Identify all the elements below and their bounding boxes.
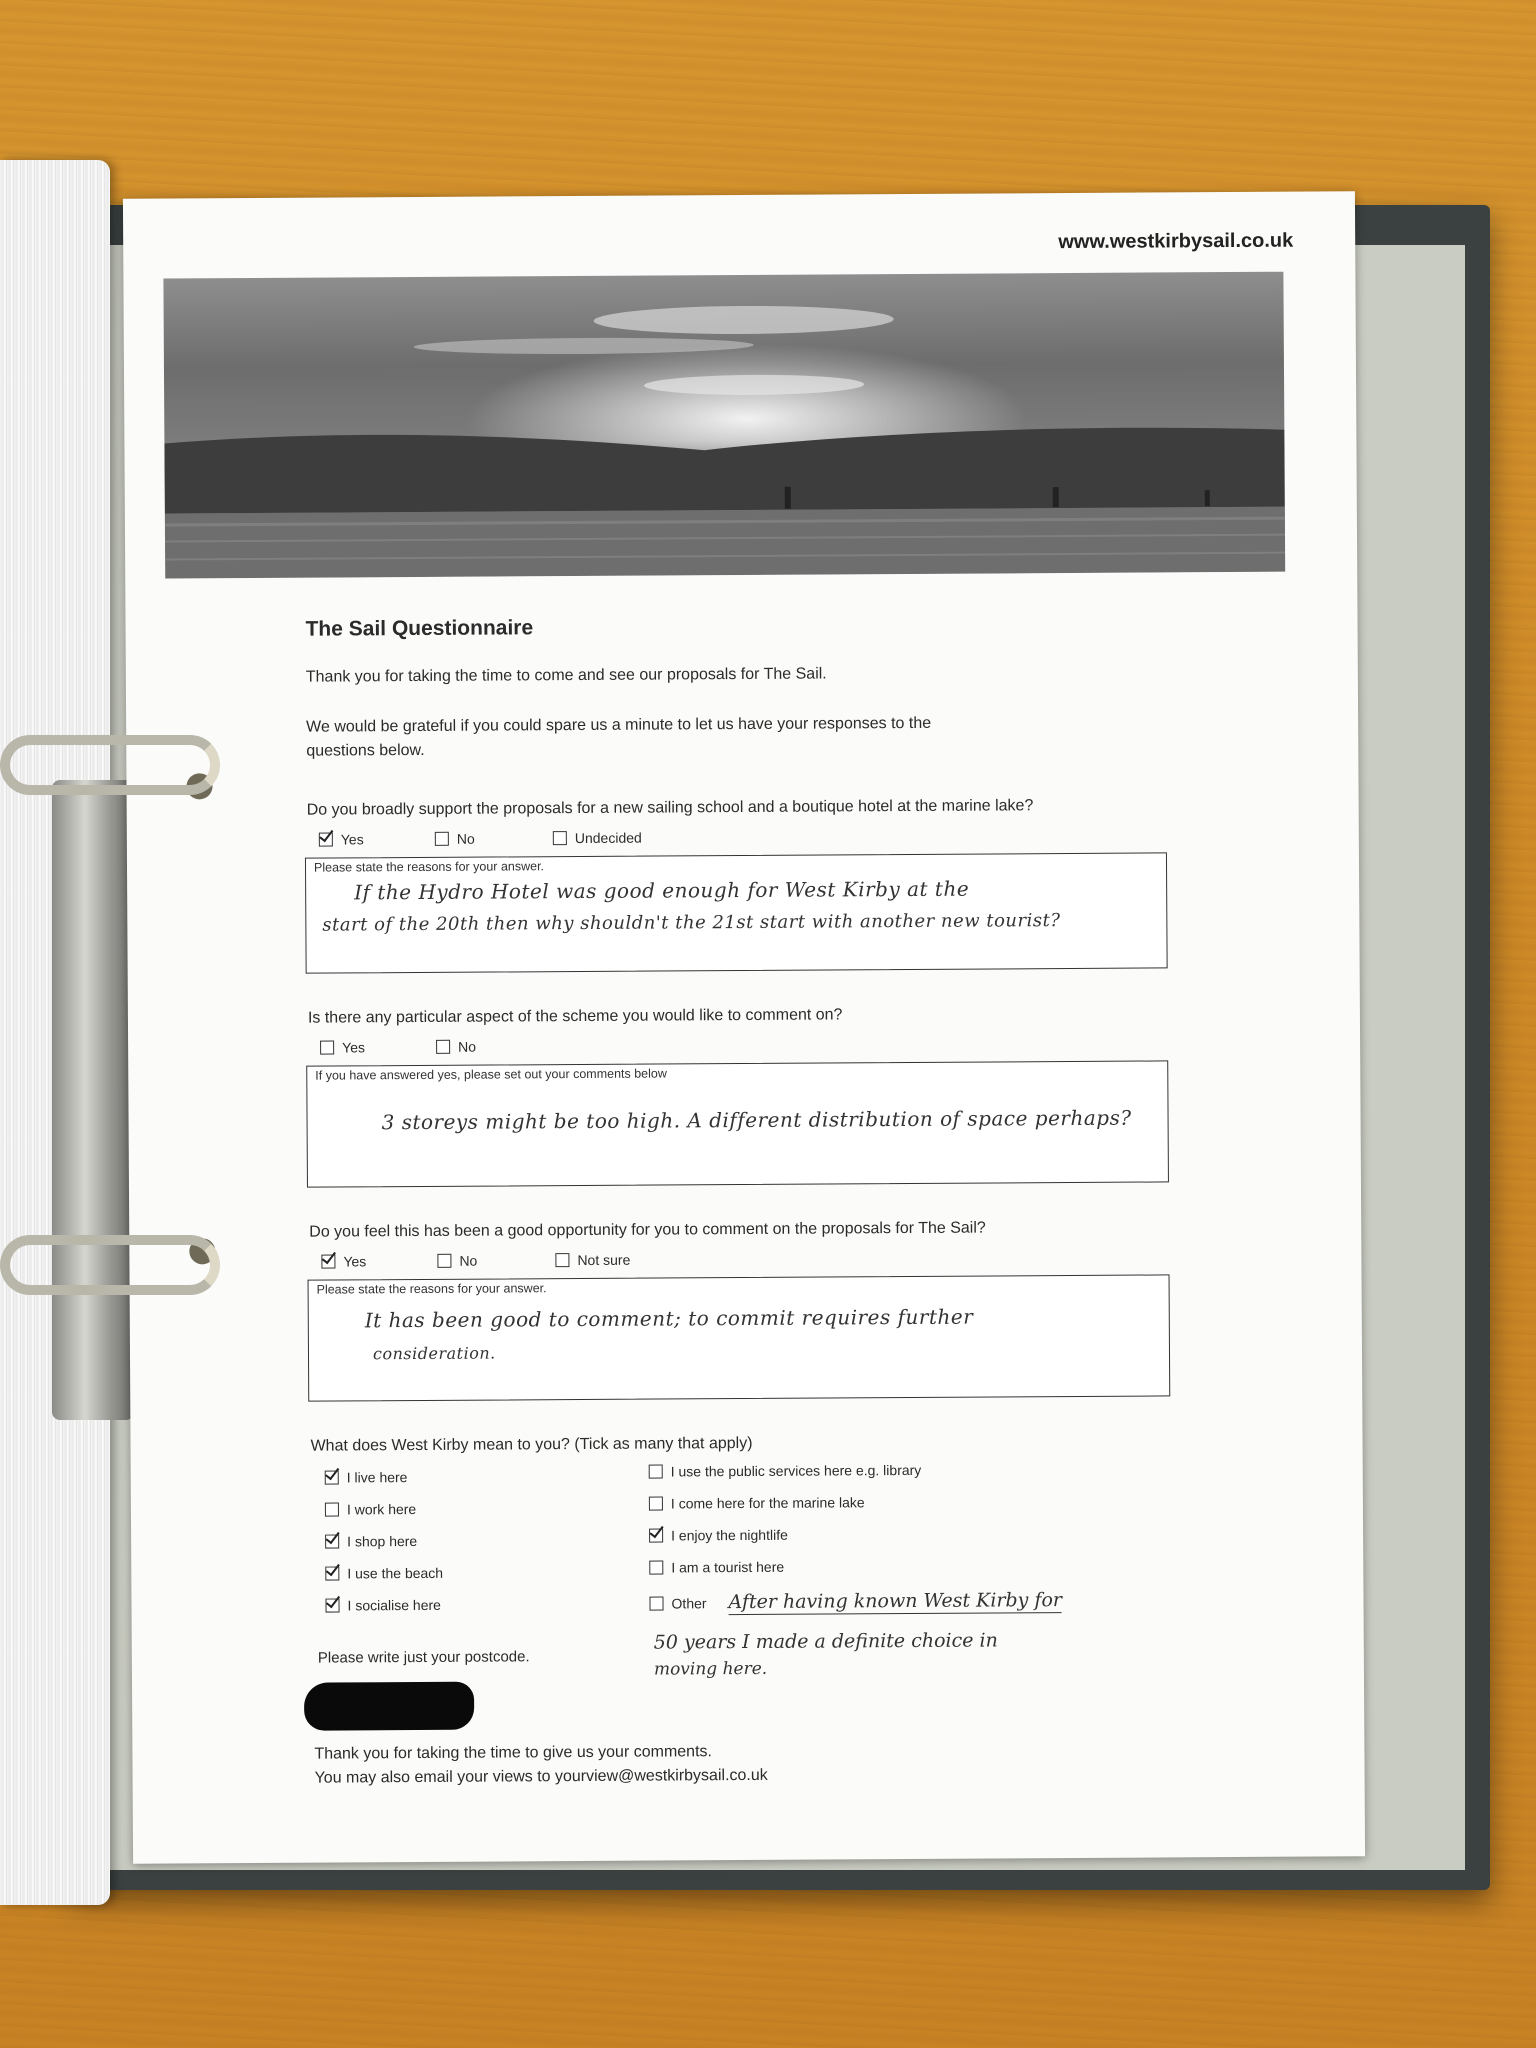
q4-checkbox-marine-lake[interactable] <box>649 1497 663 1511</box>
q2-checkbox-yes[interactable] <box>320 1041 334 1055</box>
question-2-text: Is there any particular aspect of the scheme you would like to comment on? <box>307 1006 843 1027</box>
intro-text-2a: We would be grateful if you could spare us a minute to let us have your responses to the <box>306 714 932 736</box>
q4-option-beach[interactable] <box>325 1565 443 1582</box>
q1-answer-box[interactable] <box>305 852 1168 973</box>
q3-handwritten-line-2: consideration. <box>372 1343 496 1364</box>
q4-checkbox-live[interactable] <box>325 1470 339 1484</box>
q1-option-undecided[interactable] <box>553 830 642 847</box>
binder-ring-upper <box>0 735 220 795</box>
q4-checkbox-tourist[interactable] <box>649 1561 663 1575</box>
q1-option-yes-label: Yes <box>340 831 364 848</box>
intro-text-1: Thank you for taking the time to come and see our proposals for The Sail. <box>305 665 827 686</box>
q3-option-no[interactable] <box>437 1253 477 1269</box>
q4-checkbox-work[interactable] <box>325 1502 339 1516</box>
q1-checkbox-undecided[interactable] <box>553 831 567 845</box>
q4-option-tourist-label: I am a tourist here <box>671 1558 785 1576</box>
q4-option-nightlife[interactable] <box>649 1527 788 1544</box>
question-3-text: Do you feel this has been a good opportunity for you to comment on the proposals for The Sail? <box>309 1219 986 1241</box>
q4-option-work-label: I work here <box>346 1501 417 1518</box>
binder-ring-lower <box>0 1235 220 1295</box>
q3-option-yes[interactable] <box>321 1253 366 1269</box>
q3-checkbox-yes[interactable] <box>321 1255 335 1269</box>
q4-other-handwritten-line-1: After having known West Kirby for <box>728 1589 1063 1614</box>
question-1-text: Do you broadly support the proposals for a new sailing school and a boutique hotel at the marine lake? <box>306 797 1034 819</box>
postcode-label: Please write just your postcode. <box>317 1648 530 1667</box>
q4-option-socialise-label: I socialise here <box>347 1596 441 1614</box>
q1-handwritten-line-1: If the Hydro Hotel was good enough for West Kirby at the <box>354 876 970 905</box>
questionnaire-sheet <box>123 191 1365 1863</box>
q4-checkbox-nightlife[interactable] <box>649 1529 663 1543</box>
q2-checkbox-no[interactable] <box>436 1040 450 1054</box>
footer-line-2: You may also email your views to yourview@westkirbysail.co.uk <box>314 1766 768 1787</box>
q4-option-nightlife-label: I enjoy the nightlife <box>671 1526 788 1544</box>
q3-option-no-label: No <box>459 1252 478 1269</box>
q1-checkbox-no[interactable] <box>435 832 449 846</box>
q4-checkbox-other[interactable] <box>649 1597 663 1611</box>
q4-option-other-label: Other <box>671 1595 707 1612</box>
q3-option-yes-label: Yes <box>343 1253 367 1270</box>
footer <box>314 1740 767 1791</box>
q1-option-undecided-label: Undecided <box>574 829 642 847</box>
website-url: www.westkirbysail.co.uk <box>1058 229 1294 254</box>
q4-option-shop-label: I shop here <box>347 1533 418 1550</box>
q1-option-no[interactable] <box>435 831 475 847</box>
q4-checkbox-shop[interactable] <box>325 1534 339 1548</box>
q4-option-public-services-label: I use the public services here e.g. library <box>670 1461 922 1480</box>
q4-option-marine-lake-label: I come here for the marine lake <box>670 1494 865 1512</box>
q4-option-live-label: I live here <box>346 1469 408 1486</box>
q4-option-beach-label: I use the beach <box>347 1564 444 1582</box>
q4-option-public-services[interactable] <box>649 1462 922 1480</box>
q4-option-live[interactable] <box>325 1469 408 1486</box>
q2-option-yes[interactable] <box>320 1039 365 1055</box>
q4-other-handwritten-line-3: moving here. <box>653 1658 768 1680</box>
q4-other-handwritten-line-2: 50 years I made a definite choice in <box>653 1629 998 1654</box>
q1-option-no-label: No <box>456 830 475 847</box>
q3-handwritten-line-1: It has been good to comment; to commit requires further <box>364 1304 974 1333</box>
q3-checkbox-no[interactable] <box>437 1254 451 1268</box>
q3-box-label: Please state the reasons for your answer. <box>316 1281 547 1297</box>
q3-option-not-sure-label: Not sure <box>577 1251 631 1269</box>
q1-checkbox-yes[interactable] <box>319 833 333 847</box>
q4-checkbox-socialise[interactable] <box>325 1598 339 1612</box>
q3-checkbox-not-sure[interactable] <box>555 1253 569 1267</box>
q3-option-not-sure[interactable] <box>555 1252 630 1268</box>
q4-option-other[interactable] <box>649 1589 1062 1616</box>
q3-answer-box[interactable] <box>308 1274 1171 1401</box>
q2-box-label: If you have answered yes, please set out your comments below <box>315 1066 667 1083</box>
q1-handwritten-line-2: start of the 20th then why shouldn't the 21st start with another new tourist? <box>322 910 1061 936</box>
q4-option-socialise[interactable] <box>325 1597 440 1614</box>
q2-option-no-label: No <box>458 1038 477 1055</box>
q2-handwritten-line-1: 3 storeys might be too high. A different distribution of space perhaps? <box>381 1105 1132 1135</box>
q2-option-yes-label: Yes <box>342 1039 366 1056</box>
q4-checkbox-public-services[interactable] <box>649 1465 663 1479</box>
q4-option-work[interactable] <box>325 1501 416 1518</box>
q2-option-no[interactable] <box>436 1039 476 1055</box>
postcode-redaction <box>304 1682 474 1731</box>
q4-option-tourist[interactable] <box>649 1559 784 1576</box>
q4-option-shop[interactable] <box>325 1533 417 1550</box>
q4-option-marine-lake[interactable] <box>649 1494 865 1511</box>
q1-option-yes[interactable] <box>319 831 364 847</box>
question-4-text: What does West Kirby mean to you? (Tick as many that apply) <box>310 1434 753 1455</box>
page-title: The Sail Questionnaire <box>305 616 534 641</box>
q2-answer-box[interactable] <box>306 1060 1169 1187</box>
footer-line-1: Thank you for taking the time to give us your comments. <box>314 1743 712 1763</box>
q4-checkbox-beach[interactable] <box>325 1566 339 1580</box>
banner-photo <box>163 272 1285 579</box>
intro-section <box>305 612 1205 760</box>
q1-box-label: Please state the reasons for your answer. <box>313 859 545 875</box>
sunset-sea-image <box>163 272 1285 579</box>
ring-mechanism <box>52 780 134 1420</box>
intro-text-2b: questions below. <box>306 741 425 760</box>
